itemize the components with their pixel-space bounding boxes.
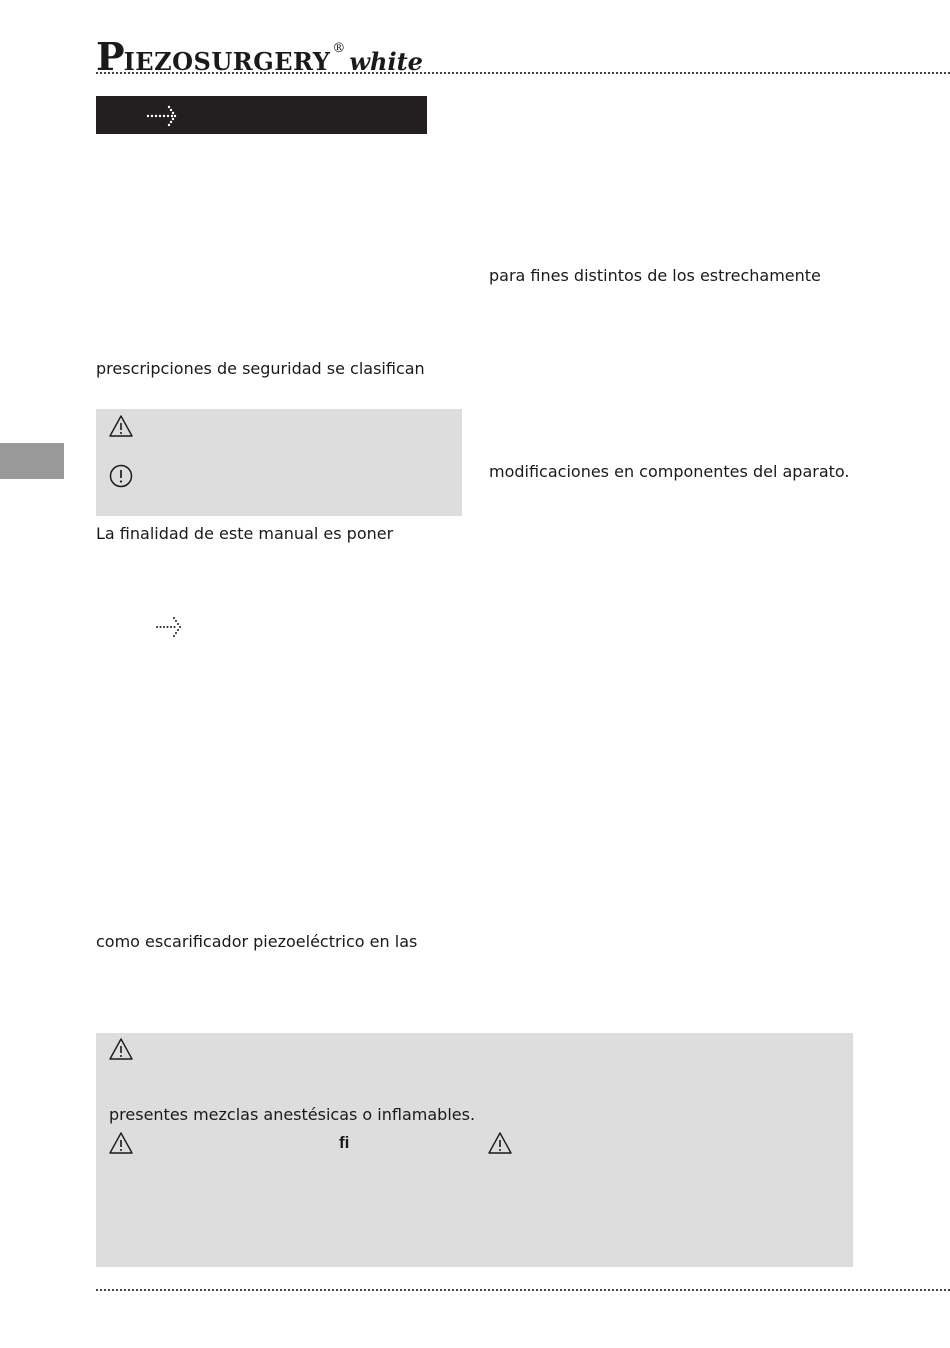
left-text-line-1: prescripciones de seguridad se clasifican bbox=[96, 359, 425, 378]
right-text-line-1: para fines distintos de los estrechamente bbox=[489, 266, 821, 285]
logo-suffix: white bbox=[349, 47, 423, 76]
warning-text-line-1: presentes mezclas anestésicas o inflamables. bbox=[109, 1105, 476, 1124]
dotted-arrow-icon bbox=[146, 104, 180, 128]
logo-name: IEZOSURGERY bbox=[123, 47, 331, 76]
exclamation-circle-icon bbox=[108, 463, 134, 489]
warning-triangle-icon bbox=[108, 413, 134, 439]
footer-divider bbox=[96, 1289, 950, 1291]
header-divider bbox=[96, 72, 950, 74]
safety-symbols-box bbox=[96, 409, 462, 516]
section-heading-bar bbox=[96, 96, 427, 134]
dotted-arrow-icon bbox=[155, 615, 185, 639]
ligature-fi: fi bbox=[339, 1133, 350, 1152]
warning-triangle-icon bbox=[108, 1036, 134, 1062]
side-tab-marker bbox=[0, 443, 64, 479]
warning-triangle-icon bbox=[108, 1130, 134, 1156]
right-text-line-2: modificaciones en componentes del aparato. bbox=[489, 462, 850, 481]
brand-logo bbox=[96, 34, 423, 79]
logo-initial: P bbox=[96, 34, 124, 79]
left-text-line-3: como escarificador piezoeléctrico en las bbox=[96, 932, 418, 951]
warning-triangle-icon bbox=[487, 1130, 513, 1156]
logo-registered-mark: ® bbox=[332, 41, 346, 56]
left-text-line-2: La finalidad de este manual es poner bbox=[96, 524, 394, 543]
warning-box bbox=[96, 1033, 853, 1267]
